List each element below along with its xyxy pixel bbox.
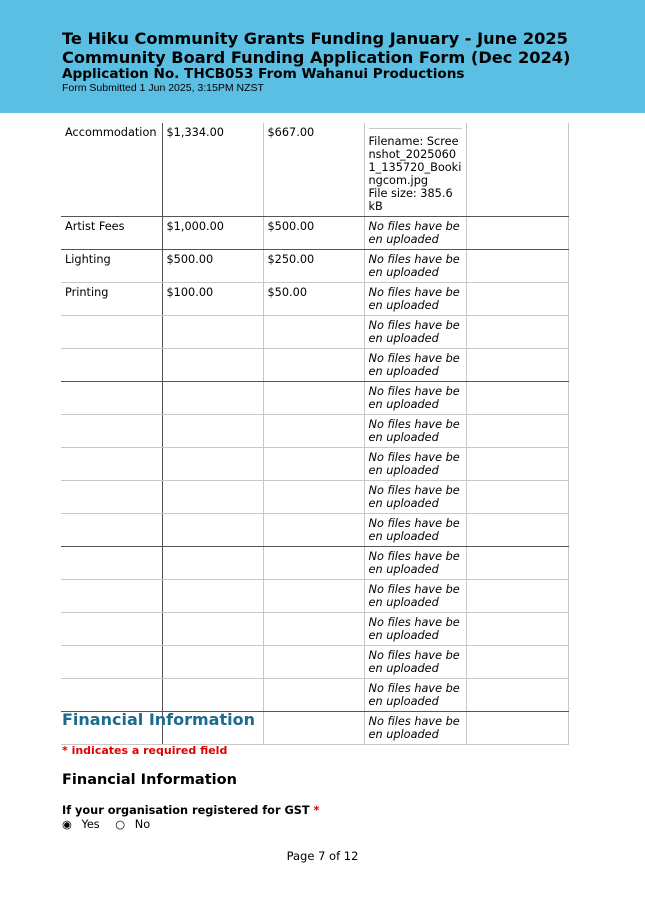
requested-text: $50.00 (267, 286, 308, 299)
table-row (61, 123, 568, 217)
table-row (61, 250, 568, 283)
submission-timestamp: Form Submitted 1 Jun 2025, 3:15PM NZST (62, 82, 264, 94)
requested-text: $500.00 (267, 220, 315, 233)
item-text: Artist Fees (65, 220, 125, 233)
no-files-text: No files have been uploaded (368, 682, 460, 708)
no-files-text: No files have been uploaded (368, 517, 460, 543)
item-cell (61, 382, 162, 415)
no-files-text: No files have been uploaded (368, 385, 460, 411)
item-cell (61, 679, 162, 712)
item-text: Accommodation (65, 126, 157, 139)
item-text: Lighting (65, 253, 111, 266)
item-cell (61, 547, 162, 580)
file-cell (364, 712, 466, 745)
form-title: Te Hiku Community Grants Funding January - June 2025 (62, 29, 568, 48)
table-row (61, 613, 568, 646)
budget-items-table (61, 123, 569, 745)
total-cost-cell (162, 679, 263, 712)
table-row (61, 580, 568, 613)
form-subtitle: Community Board Funding Application Form (Dec 2024) (62, 48, 571, 67)
no-files-text: No files have been uploaded (368, 484, 460, 510)
total-cost-cell (162, 514, 263, 547)
gst-radio-group (62, 818, 162, 831)
no-files-text: No files have been uploaded (368, 649, 460, 675)
no-files-text: No files have been uploaded (368, 253, 460, 279)
item-cell (61, 646, 162, 679)
requested-cell (263, 547, 364, 580)
requested-cell (263, 481, 364, 514)
item-cell (61, 415, 162, 448)
file-cell (364, 217, 466, 250)
file-cell (364, 415, 466, 448)
item-cell (61, 123, 162, 217)
table-row (61, 646, 568, 679)
requested-cell (263, 646, 364, 679)
required-field-note: * indicates a required field (62, 744, 228, 757)
total-cost-text: $500.00 (166, 253, 214, 266)
file-cell (364, 613, 466, 646)
total-cost-text: $1,000.00 (166, 220, 224, 233)
requested-cell (263, 316, 364, 349)
radio-selected-icon: ◉ (62, 818, 72, 831)
total-cost-text: $1,334.00 (166, 126, 224, 139)
notes-cell (466, 283, 568, 316)
total-cost-cell (162, 250, 263, 283)
item-cell (61, 580, 162, 613)
total-cost-cell (162, 123, 263, 217)
notes-cell (466, 646, 568, 679)
total-cost-cell (162, 613, 263, 646)
requested-cell (263, 349, 364, 382)
notes-cell (466, 250, 568, 283)
table-row (61, 283, 568, 316)
item-text: Printing (65, 286, 109, 299)
notes-cell (466, 316, 568, 349)
total-cost-cell (162, 283, 263, 316)
file-cell (364, 646, 466, 679)
notes-cell (466, 382, 568, 415)
no-files-text: No files have been uploaded (368, 616, 460, 642)
file-cell (364, 448, 466, 481)
table-row (61, 514, 568, 547)
item-cell (61, 448, 162, 481)
item-cell (61, 349, 162, 382)
total-cost-cell (162, 415, 263, 448)
file-cell (364, 679, 466, 712)
notes-cell (466, 415, 568, 448)
item-cell (61, 481, 162, 514)
table-row (61, 481, 568, 514)
table-row (61, 316, 568, 349)
no-files-text: No files have been uploaded (368, 286, 460, 312)
requested-cell (263, 613, 364, 646)
notes-cell (466, 514, 568, 547)
notes-cell (466, 349, 568, 382)
file-cell (364, 382, 466, 415)
gst-yes-radio[interactable] (62, 818, 106, 831)
file-cell (364, 316, 466, 349)
requested-cell (263, 448, 364, 481)
form-header (0, 0, 645, 113)
table-row (61, 349, 568, 382)
file-cell (364, 250, 466, 283)
notes-cell (466, 580, 568, 613)
total-cost-cell (162, 580, 263, 613)
radio-unselected-icon: ○ (115, 818, 126, 831)
total-cost-cell (162, 382, 263, 415)
file-cell (364, 349, 466, 382)
gst-no-label: No (134, 818, 151, 831)
item-cell (61, 514, 162, 547)
file-cell (364, 481, 466, 514)
no-files-text: No files have been uploaded (368, 451, 460, 477)
requested-cell (263, 580, 364, 613)
total-cost-cell (162, 448, 263, 481)
requested-cell (263, 415, 364, 448)
subsection-title: Financial Information (62, 772, 237, 788)
no-files-text: No files have been uploaded (368, 319, 460, 345)
file-name: Filename: Screenshot_20250601_135720_Bookingcom.jpg (368, 135, 462, 187)
notes-cell (466, 613, 568, 646)
file-cell (364, 514, 466, 547)
requested-text: $667.00 (267, 126, 315, 139)
notes-cell (466, 217, 568, 250)
item-cell (61, 217, 162, 250)
table-row (61, 217, 568, 250)
file-cell (364, 283, 466, 316)
table-row (61, 382, 568, 415)
file-cell (364, 547, 466, 580)
total-cost-cell (162, 481, 263, 514)
no-files-text: No files have been uploaded (368, 220, 460, 246)
gst-question-label (62, 804, 319, 817)
table-row (61, 415, 568, 448)
total-cost-cell (162, 547, 263, 580)
requested-cell (263, 382, 364, 415)
table-row (61, 679, 568, 712)
no-files-text: No files have been uploaded (368, 352, 460, 378)
no-files-text: No files have been uploaded (368, 715, 460, 741)
requested-cell (263, 123, 364, 217)
notes-cell (466, 547, 568, 580)
application-number: Application No. THCB053 From Wahanui Productions (62, 66, 465, 82)
total-cost-text: $100.00 (166, 286, 214, 299)
no-files-text: No files have been uploaded (368, 583, 460, 609)
notes-cell (466, 448, 568, 481)
requested-cell (263, 250, 364, 283)
requested-cell (263, 217, 364, 250)
requested-cell (263, 712, 364, 745)
file-cell (364, 123, 466, 217)
total-cost-cell (162, 349, 263, 382)
no-files-text: No files have been uploaded (368, 418, 460, 444)
item-cell (61, 316, 162, 349)
no-files-text: No files have been uploaded (368, 550, 460, 576)
requested-cell (263, 283, 364, 316)
requested-cell (263, 514, 364, 547)
notes-cell (466, 712, 568, 745)
page-number: Page 7 of 12 (286, 849, 359, 863)
section-title: Financial Information (62, 710, 255, 729)
total-cost-cell (162, 217, 263, 250)
table-row (61, 547, 568, 580)
requested-text: $250.00 (267, 253, 315, 266)
gst-question-text: If your organisation registered for GST (62, 804, 310, 817)
file-size: File size: 385.6 kB (368, 187, 453, 213)
required-star: * (313, 804, 320, 817)
table-row (61, 448, 568, 481)
uploaded-file-info (369, 128, 462, 213)
item-cell (61, 283, 162, 316)
notes-cell (466, 481, 568, 514)
total-cost-cell (162, 646, 263, 679)
notes-cell (466, 679, 568, 712)
total-cost-cell (162, 316, 263, 349)
requested-cell (263, 679, 364, 712)
file-cell (364, 580, 466, 613)
gst-yes-label: Yes (81, 818, 100, 831)
item-cell (61, 250, 162, 283)
notes-cell (466, 123, 568, 217)
item-cell (61, 613, 162, 646)
gst-no-radio[interactable] (115, 818, 156, 831)
